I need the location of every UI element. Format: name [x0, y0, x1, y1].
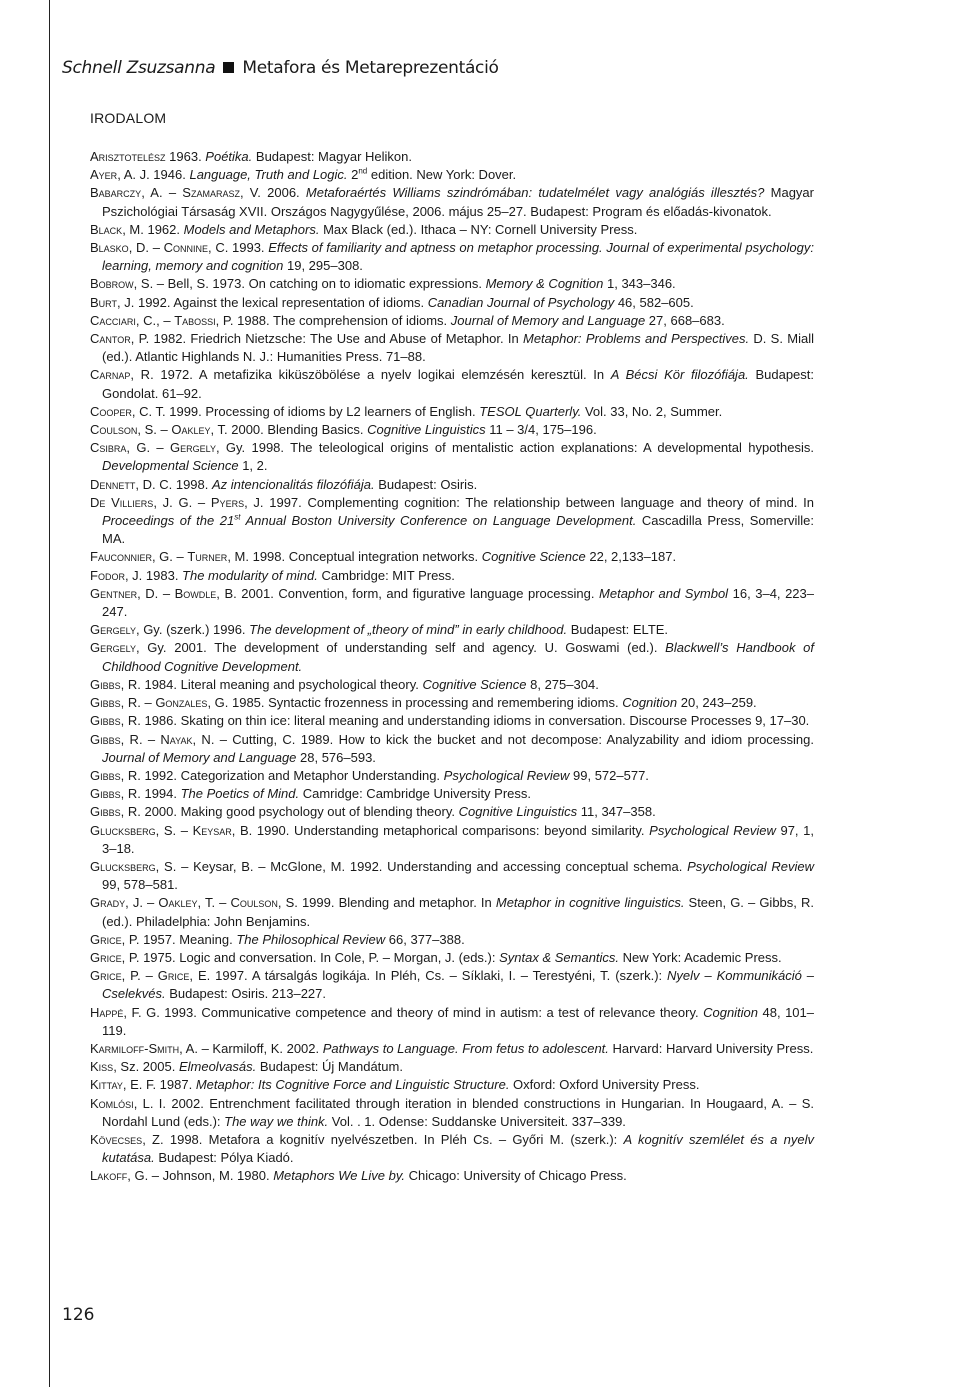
reference-author: Happé	[90, 1004, 124, 1020]
running-header	[62, 58, 499, 78]
reference-text: Proceedings of the 21	[102, 513, 235, 529]
reference-author: Nayak	[160, 731, 193, 747]
reference-text: Language, Truth and Logic.	[189, 167, 348, 183]
reference-text: Pathways to Language. From fetus to adolescent.	[322, 1040, 609, 1056]
reference-text: Steen, G. – Gibbs, R. (ed.). Philadelphia: John Benjamins.	[102, 895, 814, 929]
reference-text: , R. 1984. Literal meaning and psychological theory.	[120, 676, 423, 692]
reference-author: Gibbs	[90, 786, 121, 802]
reference-author: Gibbs	[90, 695, 121, 711]
reference-entry	[90, 803, 814, 821]
reference-author: Cantor	[90, 331, 131, 347]
reference-text: Canadian Journal of Psychology	[427, 294, 615, 310]
reference-entry	[90, 1004, 814, 1040]
reference-entry	[90, 1058, 814, 1076]
reference-text: Metaphor in cognitive linguistics.	[495, 895, 685, 911]
reference-text: , A. –	[141, 185, 183, 201]
reference-text: , R. 1986. Skating on thin ice: literal meaning and understanding idioms in conversation. Discourse Processes 9, 17–30.	[120, 713, 810, 729]
reference-text: 11, 347–358.	[577, 804, 656, 820]
reference-author: Bowdle	[174, 585, 217, 601]
reference-text: Poétika.	[205, 149, 253, 164]
reference-author: De Villiers	[90, 494, 154, 510]
reference-entry	[90, 494, 814, 549]
reference-author: Gibbs	[90, 731, 121, 747]
reference-author: Bobrow	[90, 276, 134, 292]
reference-text: , G. –	[151, 549, 188, 565]
reference-author: Oakley	[158, 895, 198, 911]
page-number: 126	[62, 1305, 95, 1325]
reference-entry	[90, 1040, 814, 1058]
reference-text: Syntax & Semantics.	[499, 949, 620, 965]
reference-author: Gonzales	[155, 695, 208, 711]
reference-text: Budapest: Gondolat. 61–92.	[102, 367, 815, 401]
reference-author: Blasko	[90, 240, 129, 256]
reference-text: Journal of Memory and Language	[450, 312, 646, 328]
reference-author: Pyers	[210, 494, 245, 510]
reference-text: Vol. . 1. Odense: Suddanske Universiteit. 337–339.	[328, 1113, 626, 1129]
reference-text: , D. C. 1998.	[135, 476, 212, 492]
reference-author: Fauconnier	[90, 549, 152, 565]
reference-text: Cognitive Science	[481, 549, 586, 565]
reference-text: The Poetics of Mind.	[180, 786, 300, 802]
reference-text: , C., –	[135, 312, 175, 328]
reference-text: Blackwell’s Handbook of Childhood Cognitive Development.	[102, 640, 814, 674]
reference-author: Burt	[90, 294, 118, 310]
reference-author: Babarczy	[90, 185, 142, 201]
reference-text: Metaphor: Problems and Perspectives.	[523, 331, 750, 347]
reference-text: , J. 1983.	[124, 567, 183, 583]
reference-author: Carnap	[90, 367, 131, 383]
reference-author: Gibbs	[90, 767, 121, 783]
margin-rule	[49, 0, 50, 1387]
reference-text: , D. –	[137, 585, 175, 601]
reference-text: , A. – Karmiloff, K. 2002.	[179, 1040, 323, 1056]
reference-author: Gibbs	[90, 804, 121, 820]
reference-text: , V. 2006.	[239, 185, 306, 201]
reference-text: , Gy. (szerk.) 1996.	[135, 622, 250, 638]
reference-text: The Philosophical Review	[236, 931, 386, 947]
reference-text: Cognition	[622, 695, 678, 711]
reference-entry	[90, 1131, 814, 1167]
reference-text: Effects of familiarity and aptness on metaphor processing. Journal of experimental psychology: learning, memory and cognition	[102, 240, 814, 274]
reference-text: 8, 275–304.	[526, 676, 599, 692]
reference-text: , R. 1972. A metafizika kiküszöbölése a nyelv logikai elemzésén keresztül. In	[130, 367, 611, 383]
reference-text: , M. 1998. Conceptual integration networks.	[227, 549, 482, 565]
reference-author: Grice	[157, 968, 190, 984]
reference-text: Nyelv – Kommunikáció – Cselekvés.	[102, 968, 814, 1002]
reference-text: 27, 668–683.	[645, 312, 725, 328]
reference-text: Journal of Memory and Language	[102, 749, 297, 765]
reference-text: , S. –	[155, 822, 193, 838]
reference-author: Grice	[90, 949, 122, 965]
reference-entry	[90, 275, 814, 293]
reference-text: 66, 377–388.	[385, 931, 465, 947]
reference-text: , N. – Cutting, C. 1989. How to kick the bucket and not decompose: Analyzability and idiom processing.	[192, 731, 814, 747]
reference-author: Ayer	[90, 167, 118, 183]
reference-text: , G. –	[126, 440, 170, 456]
reference-entry	[90, 403, 814, 421]
reference-author: Szamarasz	[182, 185, 240, 201]
reference-text: Developmental Science	[102, 458, 239, 474]
reference-list	[90, 148, 814, 1186]
reference-entry	[90, 639, 814, 675]
reference-text: 97, 1, 3–18.	[102, 822, 814, 856]
reference-text: Budapest: ELTE.	[567, 622, 669, 638]
reference-entry	[90, 712, 814, 730]
reference-text: , C. 1993.	[208, 240, 269, 256]
reference-author: Glucksberg	[90, 822, 156, 838]
reference-entry	[90, 949, 814, 967]
reference-text: A Bécsi Kör filozófiája.	[610, 367, 749, 383]
reference-entry	[90, 221, 814, 239]
reference-text: , T. –	[197, 895, 231, 911]
reference-entry	[90, 239, 814, 275]
reference-text: , P. 1957. Meaning.	[121, 931, 237, 947]
reference-text: Psychological Review	[687, 858, 814, 874]
reference-text: , G. – Johnson, M. 1980.	[127, 1168, 274, 1184]
reference-text: D. S. Miall (ed.). Atlantic Highlands N. J.: Humanities Press. 71–88.	[102, 331, 814, 365]
reference-author: Grady	[90, 895, 126, 911]
reference-entry	[90, 1095, 814, 1131]
reference-text: A kognitív szemlélet és a nyelv kutatása.	[102, 1131, 815, 1166]
reference-author: Black	[90, 221, 123, 237]
reference-text: Memory & Cognition	[485, 276, 604, 292]
reference-text: , B. 1990. Understanding metaphorical comparisons: beyond similarity.	[231, 822, 650, 838]
reference-text: , B. 2001. Convention, form, and figurative language processing.	[216, 585, 600, 601]
reference-text: Metaphor: Its Cognitive Force and Linguistic Structure.	[195, 1077, 510, 1093]
reference-text: 48, 101–119.	[102, 1004, 814, 1038]
reference-text: , S. – Bell, S. 1973. On catching on to idiomatic expressions.	[133, 276, 486, 292]
reference-entry	[90, 585, 814, 621]
reference-text: Models and Metaphors.	[183, 221, 320, 237]
reference-entry	[90, 148, 814, 166]
reference-entry	[90, 184, 814, 220]
reference-text: Magyar Pszichológiai Társaság XVII. Országos Nagygyűlése, 2006. május 25–27. Budapest: Program és előadás-kivonatok.	[102, 185, 814, 219]
reference-author: Keysar	[192, 822, 232, 838]
reference-text: The development of „theory of mind” in early childhood.	[249, 622, 568, 638]
reference-entry	[90, 567, 814, 585]
reference-entry	[90, 967, 814, 1003]
reference-author: Cooper	[90, 403, 132, 419]
reference-text: TESOL Quarterly.	[479, 403, 582, 419]
reference-text: , J. 1992. Against the lexical representation of idioms.	[117, 294, 428, 310]
reference-text: Psychological Review	[649, 822, 776, 838]
reference-author: Gergely	[90, 640, 136, 656]
reference-author: Cacciari	[90, 312, 136, 328]
reference-text: Budapest: Magyar Helikon.	[252, 149, 412, 164]
reference-text: Chicago: University of Chicago Press.	[404, 1168, 627, 1184]
reference-text: New York: Academic Press.	[619, 949, 782, 965]
reference-author: Turner	[187, 549, 228, 565]
reference-author: Kiss	[90, 1059, 114, 1075]
reference-text: , E. F. 1987.	[122, 1077, 196, 1093]
reference-text: 19, 295–308.	[283, 258, 363, 274]
reference-author: Gibbs	[90, 676, 121, 692]
reference-text: 1, 343–346.	[603, 276, 676, 292]
header-title: Metafora és Metareprezentáció	[242, 58, 499, 78]
reference-text: 22, 2,133–187.	[585, 549, 677, 565]
reference-author: Fodor	[90, 567, 125, 583]
reference-author: Csibra	[90, 440, 127, 456]
reference-text: 16, 3–4, 223–247.	[102, 585, 815, 620]
reference-author: Arisztotelész	[90, 149, 166, 164]
reference-text: Harvard: Harvard University Press.	[608, 1040, 814, 1056]
reference-text: , R. –	[120, 695, 156, 711]
reference-entry	[90, 330, 814, 366]
reference-text: , D. –	[128, 240, 164, 256]
reference-text: The modularity of mind.	[182, 567, 318, 583]
reference-entry	[90, 366, 814, 402]
reference-text: Metaphor and Symbol	[599, 585, 729, 601]
reference-entry	[90, 767, 814, 785]
reference-text: , Z. 1998. Metafora a kognitív nyelvészetben. In Pléh Cs. – Győri M. (szerk.):	[142, 1131, 624, 1147]
reference-text: , F. G. 1993. Communicative competence and theory of mind in autism: a test of relevance theory.	[123, 1004, 704, 1020]
reference-entry	[90, 476, 814, 494]
reference-author: Coulson	[230, 895, 278, 911]
reference-author: Karmiloff-Smith	[90, 1040, 180, 1056]
reference-text: Cognitive Science	[422, 676, 527, 692]
reference-author: Tabossi	[174, 312, 216, 328]
reference-text: st	[234, 512, 241, 522]
reference-text: , P. –	[121, 968, 158, 984]
reference-text: Psychological Review	[443, 767, 570, 783]
reference-text: , T. 2000. Blending Basics.	[210, 422, 368, 438]
reference-text: , P. 1982. Friedrich Nietzsche: The Use and Abuse of Metaphor. In	[130, 331, 523, 347]
reference-text: 99, 572–577.	[569, 767, 649, 783]
reference-text: 20, 243–259.	[677, 695, 757, 711]
reference-text: , J. 1997. Complementing cognition: The relationship between language and theory of mind. In	[244, 494, 815, 510]
reference-author: Kittay	[90, 1077, 123, 1093]
reference-text: , C. T. 1999. Processing of idioms by L2 learners of English.	[131, 403, 480, 419]
reference-author: Komlósi	[90, 1095, 134, 1111]
reference-author: Grice	[90, 968, 122, 984]
reference-text: , R. 1992. Categorization and Metaphor Understanding.	[120, 767, 444, 783]
reference-text: , S. – Keysar, B. – McGlone, M. 1992. Understanding and accessing conceptual schema.	[155, 858, 688, 874]
reference-entry	[90, 894, 814, 930]
reference-text: , S. 1999. Blending and metaphor. In	[277, 895, 496, 911]
reference-entry	[90, 931, 814, 949]
reference-text: edition. New York: Dover.	[367, 167, 517, 183]
header-author: Schnell Zsuzsanna	[62, 58, 216, 78]
reference-text: Budapest: Pólya Kiadó.	[154, 1150, 294, 1166]
reference-text: , R. 1994.	[120, 786, 181, 802]
reference-text: Cascadilla Press, Somerville: MA.	[102, 513, 814, 547]
reference-author: Lakoff	[90, 1168, 128, 1184]
reference-text: Cognitive Linguistics	[367, 422, 486, 438]
reference-entry	[90, 294, 814, 312]
reference-text: Budapest: Új Mandátum.	[256, 1059, 403, 1075]
reference-text: , Gy. 1998. The teleological origins of mentalistic action explanations: A developmental hypothesis.	[215, 440, 814, 456]
reference-text: Cognition	[703, 1004, 759, 1020]
reference-text: 11 – 3/4, 175–196.	[485, 422, 597, 438]
reference-text: , Sz. 2005.	[113, 1059, 179, 1075]
reference-text: , P. 1975. Logic and conversation. In Cole, P. – Morgan, J. (eds.):	[121, 949, 500, 965]
reference-text: , A. J. 1946.	[117, 167, 190, 183]
reference-text: Metaforaértés Williams szindrómában: tudatelmélet vagy analógiás illesztés?	[305, 185, 765, 201]
reference-author: Oakley	[171, 422, 211, 438]
reference-entry	[90, 439, 814, 475]
reference-text: Max Black (ed.). Ithaca – NY: Cornell University Press.	[319, 221, 638, 237]
reference-author: Gentner	[90, 585, 138, 601]
reference-text: , J. –	[125, 895, 159, 911]
reference-entry	[90, 548, 814, 566]
reference-entry	[90, 676, 814, 694]
reference-text: , E. 1997. A társalgás logikája. In Pléh, Cs. – Síklaki, I. – Terestyéni, T. (szerk.):	[189, 968, 668, 984]
reference-entry	[90, 1167, 814, 1185]
reference-author: Gibbs	[90, 713, 121, 729]
reference-text: 1963.	[165, 149, 206, 164]
reference-text: Az intencionalitás filozófiája.	[211, 476, 375, 492]
reference-text: 1, 2.	[238, 458, 268, 474]
reference-text: , R. 2000. Making good psychology out of blending theory.	[120, 804, 459, 820]
reference-author: Gergely	[90, 622, 136, 638]
reference-text: Vol. 33, No. 2, Summer.	[581, 403, 723, 419]
reference-author: Coulson	[90, 422, 138, 438]
reference-text: 28, 576–593.	[296, 749, 376, 765]
reference-text: nd	[358, 166, 368, 176]
reference-text: Annual Boston University Conference on Language Development.	[240, 513, 637, 529]
reference-text: , R. –	[120, 731, 161, 747]
reference-text: 99, 578–581.	[102, 877, 178, 893]
reference-entry	[90, 731, 814, 767]
reference-author: Dennett	[90, 476, 136, 492]
reference-entry	[90, 858, 814, 894]
reference-text: Budapest: Osiris. 213–227.	[165, 986, 327, 1002]
reference-text: Elmeolvasás.	[178, 1059, 257, 1075]
reference-text: Oxford: Oxford University Press.	[509, 1077, 700, 1093]
reference-text: Budapest: Osiris.	[374, 476, 478, 492]
reference-text: 2	[347, 167, 359, 183]
reference-text: , M. 1962.	[122, 221, 184, 237]
reference-text: , P. 1988. The comprehension of idioms.	[215, 312, 451, 328]
reference-entry	[90, 312, 814, 330]
square-bullet-icon	[223, 62, 234, 73]
reference-text: 46, 582–605.	[614, 294, 694, 310]
reference-text: , G. 1985. Syntactic frozenness in processing and remembering idioms.	[207, 695, 623, 711]
reference-entry	[90, 785, 814, 803]
reference-text: Camridge: Cambridge University Press.	[299, 786, 532, 802]
reference-author: Gergely	[169, 440, 216, 456]
reference-author: Kövecses	[90, 1131, 143, 1147]
reference-text: The way we think.	[224, 1113, 329, 1129]
reference-author: Glucksberg	[90, 858, 156, 874]
reference-text: Metaphors We Live by.	[273, 1168, 405, 1184]
reference-entry	[90, 694, 814, 712]
reference-text: Cambridge: MIT Press.	[317, 567, 455, 583]
reference-entry	[90, 822, 814, 858]
reference-entry	[90, 421, 814, 439]
reference-author: Grice	[90, 931, 122, 947]
reference-text: Cognitive Linguistics	[458, 804, 578, 820]
reference-text: , Gy. 2001. The development of understanding self and agency. U. Goswami (ed.).	[135, 640, 666, 656]
reference-entry	[90, 621, 814, 639]
reference-text: , S. –	[137, 422, 172, 438]
reference-entry	[90, 1076, 814, 1094]
reference-entry	[90, 166, 814, 184]
reference-text: , J. G. –	[153, 494, 211, 510]
reference-author: Connine	[163, 240, 209, 256]
reference-text: , L. I. 2002. Entrenchment facilitated through iteration in blended constructions in Hungarian. In Hougaard, A. – S. Nordahl Lund (eds.):	[102, 1095, 814, 1129]
section-title: IRODALOM	[90, 110, 167, 126]
